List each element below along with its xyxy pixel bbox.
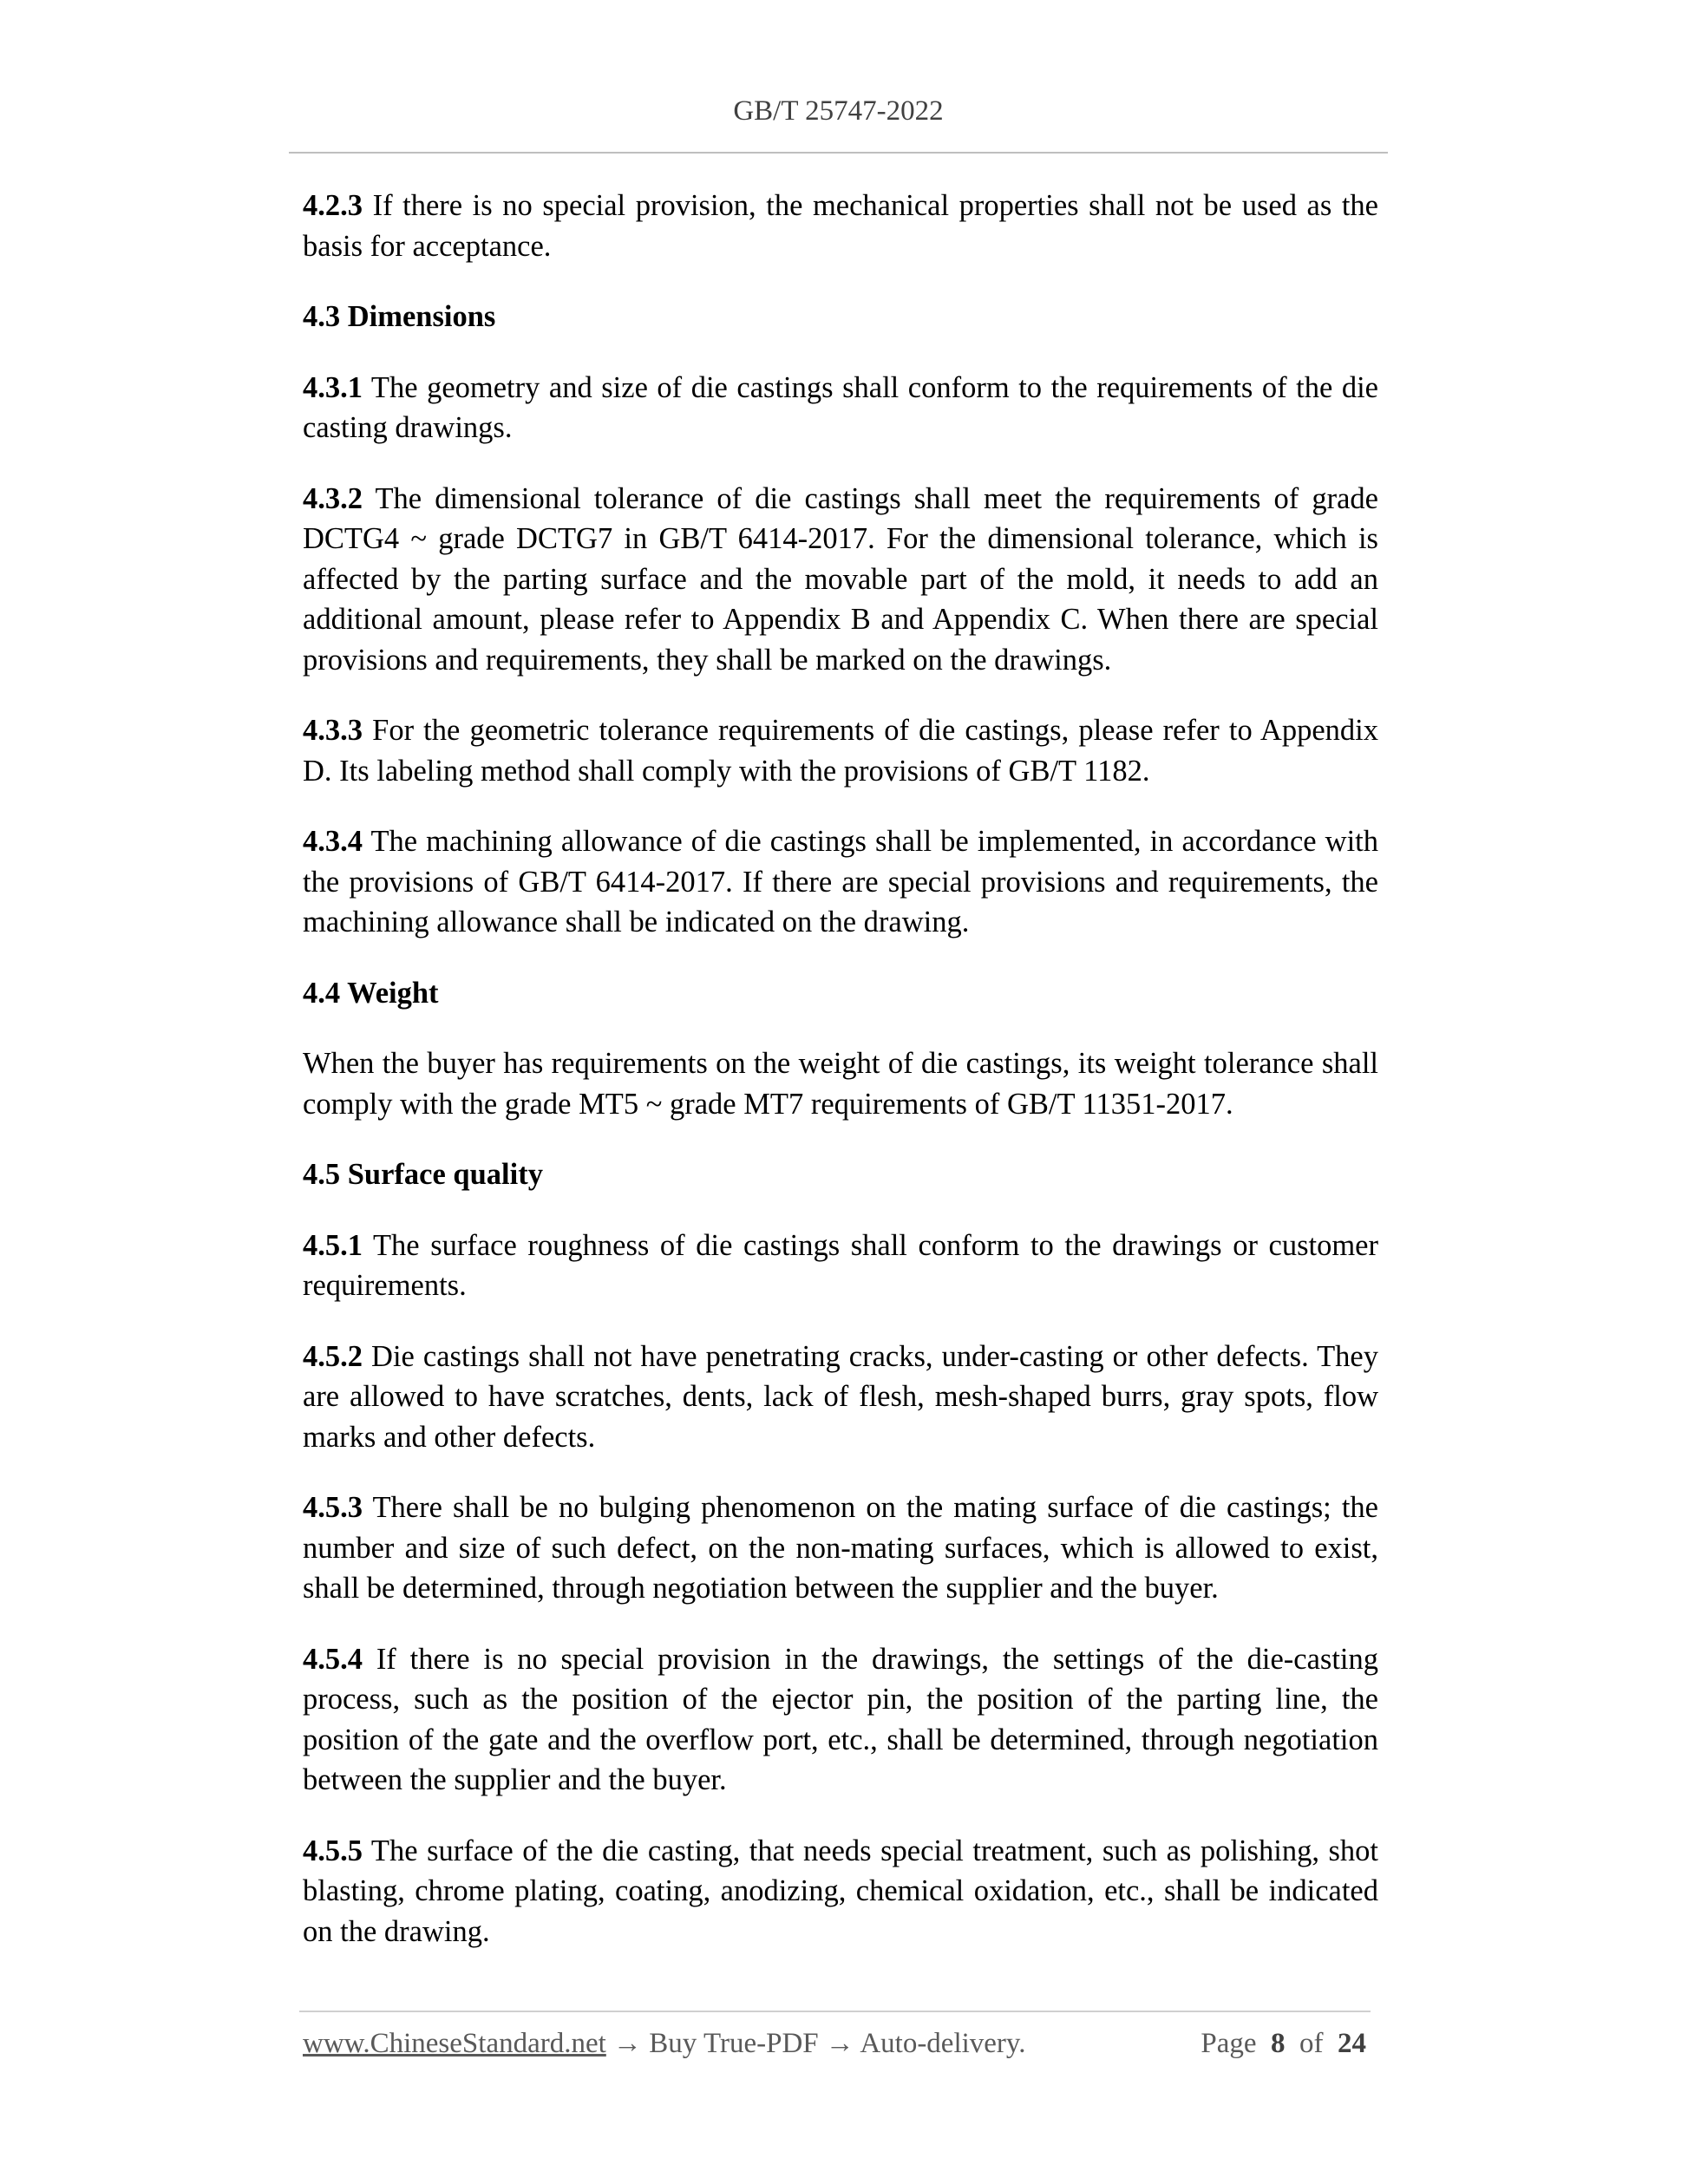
total-pages: 24	[1338, 2028, 1366, 2059]
clause-text: The surface of the die casting, that needs special treatment, such as polishing, shot blasting, chrome plating, coating, anodizing, chemical oxidation, etc., shall be indicated on the drawing.	[303, 1834, 1378, 1948]
clause-text: There shall be no bulging phenomenon on the mating surface of die castings; the number and size of such defect, on the non-mating surfaces, which is allowed to exist, shall be determined, through negotiation between the supplier and the buyer.	[303, 1491, 1378, 1605]
clause-4-3-1	[303, 368, 1378, 448]
page-label: Page	[1201, 2028, 1257, 2059]
clause-4-5-2	[303, 1337, 1378, 1458]
clause-4-5-4	[303, 1639, 1378, 1801]
website-link[interactable]: www.ChineseStandard.net	[303, 2028, 606, 2059]
page-number: 8	[1271, 2028, 1286, 2059]
of-label: of	[1299, 2028, 1324, 2059]
clause-4-3-4	[303, 821, 1378, 943]
clause-4-5-5	[303, 1831, 1378, 1952]
section-heading-surface-quality: 4.5 Surface quality	[303, 1158, 543, 1191]
arrow-right-icon: →	[605, 2028, 650, 2059]
footer-promo	[303, 2028, 1026, 2060]
clause-text: The machining allowance of die castings shall be implemented, in accordance with the provisions of GB/T 6414-2017. If there are special provisions and requirements, the machining allowance shall be indicated on the drawing.	[303, 825, 1378, 938]
section-heading-dimensions: 4.3 Dimensions	[303, 300, 496, 333]
clause-text: The geometry and size of die castings shall conform to the requirements of the die casting drawings.	[303, 370, 1378, 444]
clause-text: If there is no special provision, the mechanical properties shall not be used as the basis for acceptance.	[303, 189, 1378, 263]
clause-number: 4.5.4	[303, 1642, 363, 1676]
page-indicator	[1201, 2028, 1366, 2060]
weight-paragraph: When the buyer has requirements on the weight of die castings, its weight tolerance shall comply with the grade MT5 ~ grade MT7 requirements of GB/T 11351-2017.	[303, 1047, 1378, 1121]
clause-4-3-2	[303, 479, 1378, 681]
header-divider	[289, 152, 1388, 154]
clause-number: 4.3.3	[303, 714, 363, 747]
page-header: GB/T 25747-2022	[733, 95, 944, 127]
clause-4-5-3	[303, 1488, 1378, 1609]
section-heading-weight: 4.4 Weight	[303, 976, 439, 1010]
clause-number: 4.3.2	[303, 481, 363, 515]
clause-4-2-3	[303, 186, 1378, 266]
clause-text: The surface roughness of die castings shall conform to the drawings or customer requirements.	[303, 1228, 1378, 1302]
clause-number: 4.5.1	[303, 1228, 363, 1262]
delivery-text: Auto-delivery.	[860, 2028, 1026, 2059]
clause-4-3-3	[303, 710, 1378, 791]
clause-text: For the geometric tolerance requirements of die castings, please refer to Appendix D. Its labeling method shall comply with the provisions of GB/T 1182.	[303, 714, 1378, 788]
clause-text: If there is no special provision in the drawings, the settings of the die-casting process, such as the position of the ejector pin, the position of the parting line, the position of the gate and the overflow port, etc., shall be determined, through negotiation between the supplier and the buyer.	[303, 1642, 1378, 1796]
arrow-right-icon: →	[818, 2028, 860, 2059]
clause-number: 4.5.3	[303, 1491, 363, 1524]
clause-text: The dimensional tolerance of die castings shall meet the requirements of grade DCTG4 ~ grade DCTG7 in GB/T 6414-2017. For the dimensional tolerance, which is affected by the parting surface and the movable part of the mold, it needs to add an additional amount, please refer to Appendix B and Appendix C. When there are special provisions and requirements, they shall be marked on the drawings.	[303, 481, 1378, 677]
clause-number: 4.3.1	[303, 370, 363, 404]
clause-number: 4.2.3	[303, 189, 363, 222]
buy-text: Buy True-PDF	[649, 2028, 819, 2059]
clause-number: 4.5.5	[303, 1834, 363, 1867]
clause-4-5-1	[303, 1226, 1378, 1306]
clause-number: 4.3.4	[303, 825, 363, 858]
clause-number: 4.5.2	[303, 1339, 363, 1373]
clause-text: Die castings shall not have penetrating cracks, under-casting or other defects. They are allowed to have scratches, dents, lack of flesh, mesh-shaped burrs, gray spots, flow marks and other defects.	[303, 1339, 1378, 1454]
document-body	[303, 186, 1378, 1982]
footer-divider	[299, 2011, 1371, 2012]
